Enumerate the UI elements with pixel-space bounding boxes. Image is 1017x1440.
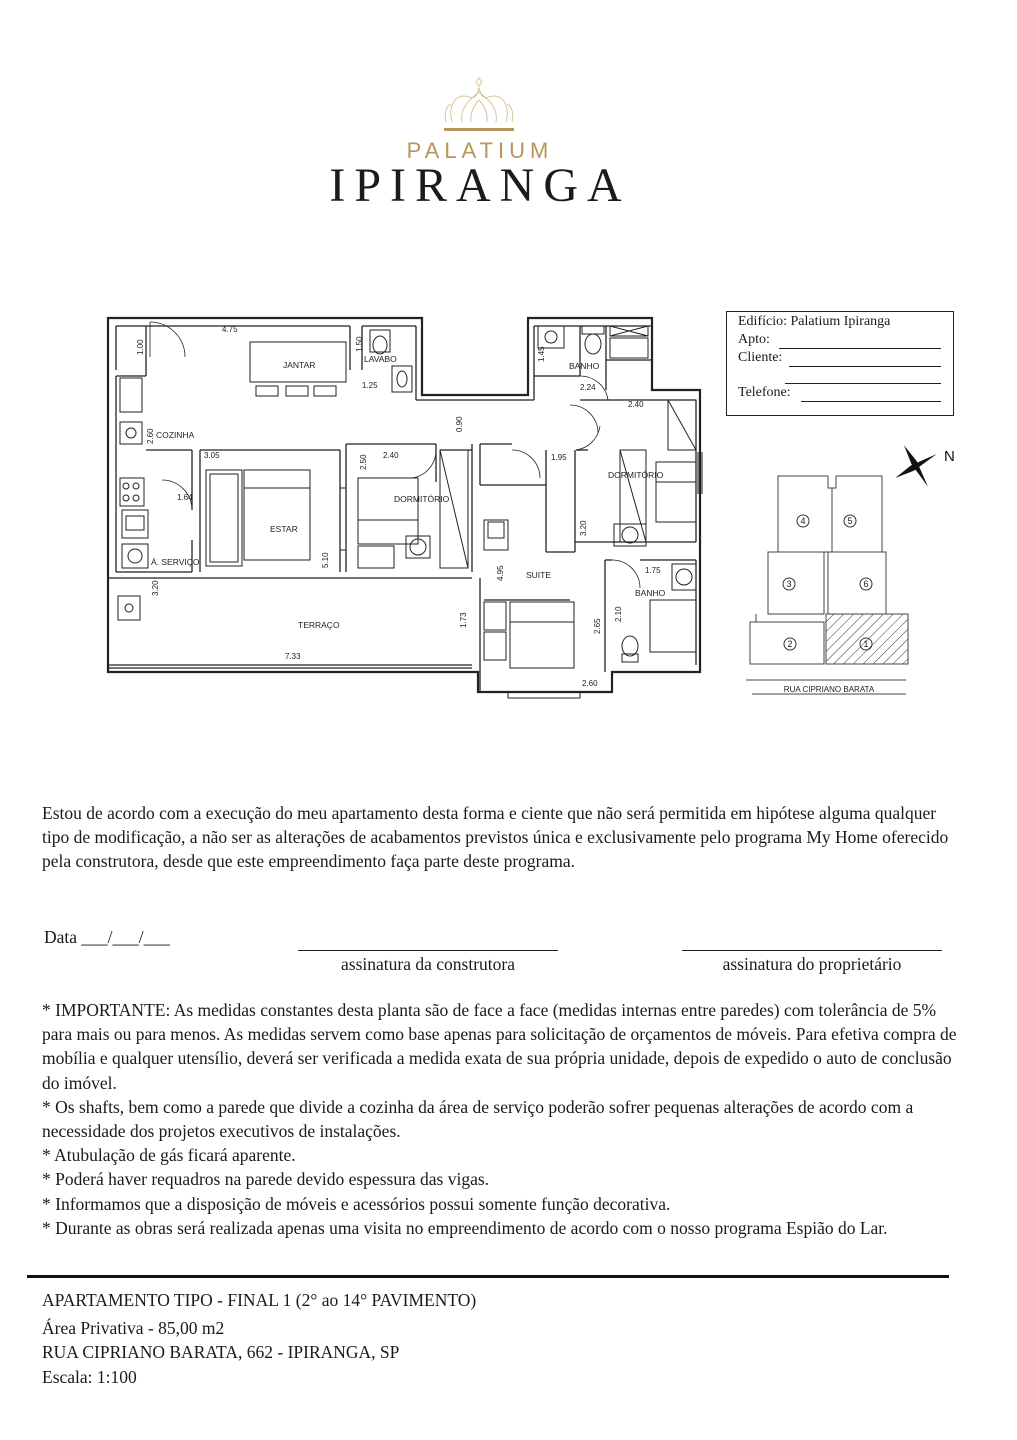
dimension-label: 0.90 bbox=[455, 416, 464, 432]
note-gas: * Atubulação de gás ficará aparente. bbox=[42, 1145, 296, 1166]
notes-list bbox=[42, 998, 962, 1240]
room-label-dormitorio-2: DORMITÓRIO bbox=[608, 470, 664, 480]
cliente-field[interactable] bbox=[789, 366, 941, 367]
room-label-servico: Á. SERVIÇO bbox=[151, 557, 200, 567]
street-label: RUA CIPRIANO BARATA bbox=[783, 685, 875, 694]
dimension-label: 2.60 bbox=[146, 428, 155, 444]
room-label-banho-top: BANHO bbox=[569, 361, 600, 371]
construtora-signature-label: assinatura da construtora bbox=[341, 954, 515, 974]
telefone-label: Telefone: bbox=[738, 385, 791, 400]
note-moveis: * Informamos que a disposição de móveis e acessórios possui somente função decorativa. bbox=[42, 1193, 671, 1214]
client-info-box bbox=[726, 311, 954, 416]
unit-5-label: 5 bbox=[847, 516, 853, 526]
agreement-text: Estou de acordo com a execução do meu apartamento desta forma e ciente que não será permitida em hipótese alguma qualquer tipo de modificação, a não ser as alterações de acabamentos previstos única e exclusivamente pelo programa My Home oferecido pela construtora, desde que este empreendimento faça parte deste programa. bbox=[42, 803, 949, 872]
date-field[interactable]: Data ___/___/___ bbox=[44, 927, 170, 947]
footer-divider bbox=[27, 1275, 949, 1278]
dimension-label: 3.20 bbox=[579, 520, 588, 536]
footer-area: Área Privativa - 85,00 m2 bbox=[42, 1318, 225, 1338]
dimension-label: 3.20 bbox=[151, 580, 160, 596]
note-visita: * Durante as obras será realizada apenas uma visita no empreendimento de acordo com o nosso programa Espião do Lar. bbox=[42, 1217, 888, 1238]
dimension-label: 4.75 bbox=[222, 325, 238, 334]
site-plan bbox=[742, 468, 912, 700]
dimension-label: 2.10 bbox=[614, 606, 623, 622]
unit-4-label: 4 bbox=[800, 516, 806, 526]
edificio-label: Edifício: Palatium Ipiranga bbox=[738, 314, 891, 329]
footer-address: RUA CIPRIANO BARATA, 662 - IPIRANGA, SP bbox=[42, 1342, 400, 1362]
room-label-banho-suite: BANHO bbox=[635, 588, 666, 598]
apto-field[interactable] bbox=[779, 348, 941, 349]
dimension-label: 1.45 bbox=[537, 346, 546, 362]
dimension-label: 2.40 bbox=[628, 400, 644, 409]
room-label-suite: SUITE bbox=[526, 570, 552, 580]
dimension-label: 1.75 bbox=[645, 566, 661, 575]
note-important: * IMPORTANTE: As medidas constantes desta planta são de face a face (medidas internas entre paredes) com tolerância de 5% para mais ou para menos. As medidas servem como base apenas para solicitação de orçamentos de móveis. Para efetiva compra de mobília e qualquer utensílio, deverá ser verificada a medida exata de sua própria unidade, depois de expedido o auto de conclusão do imóvel. bbox=[42, 1000, 957, 1093]
floor-plan bbox=[100, 310, 710, 705]
dimension-label: 5.10 bbox=[321, 552, 330, 568]
logo-subtitle: PALATIUM bbox=[406, 138, 554, 163]
room-label-cozinha: COZINHA bbox=[156, 430, 195, 440]
dimension-label: 2.65 bbox=[593, 618, 602, 634]
dimension-label: 1.95 bbox=[551, 453, 567, 462]
dimension-label: 1.73 bbox=[459, 612, 468, 628]
dimension-label: 1.64 bbox=[177, 493, 193, 502]
cliente-label: Cliente: bbox=[738, 350, 783, 365]
dimension-label: 2.24 bbox=[580, 383, 596, 392]
crown-logo-icon bbox=[438, 76, 520, 136]
room-label-terraco: TERRAÇO bbox=[298, 620, 340, 630]
room-label-jantar: JANTAR bbox=[283, 360, 316, 370]
proprietario-signature-label: assinatura do proprietário bbox=[722, 954, 902, 974]
unit-2-label: 2 bbox=[787, 639, 793, 649]
construtora-signature-line[interactable] bbox=[298, 950, 558, 951]
dimension-label: 2.40 bbox=[383, 451, 399, 460]
dimension-label: 1.50 bbox=[355, 336, 364, 352]
unit-3-label: 3 bbox=[786, 579, 792, 589]
room-label-estar: ESTAR bbox=[270, 524, 298, 534]
note-requadros: * Poderá haver requadros na parede devido espessura das vigas. bbox=[42, 1169, 490, 1190]
dimension-label: 7.33 bbox=[285, 652, 301, 661]
proprietario-signature-line[interactable] bbox=[682, 950, 942, 951]
logo-title: IPIRANGA bbox=[329, 159, 631, 212]
dimension-label: 3.05 bbox=[204, 451, 220, 460]
dimension-label: 2.50 bbox=[359, 454, 368, 470]
dimension-label: 1.00 bbox=[136, 339, 145, 355]
footer-unit-type: APARTAMENTO TIPO - FINAL 1 (2° ao 14° PAVIMENTO) bbox=[42, 1290, 477, 1310]
dimension-label: 4.95 bbox=[496, 565, 505, 581]
apto-label: Apto: bbox=[738, 332, 770, 347]
dimension-label: 2.60 bbox=[582, 679, 598, 688]
unit-6-label: 6 bbox=[863, 579, 869, 589]
north-label: N bbox=[944, 448, 955, 465]
note-shafts: * Os shafts, bem como a parede que divide a cozinha da área de serviço poderão sofrer pequenas alterações de acordo com a necessidade dos projetos executivos de instalações. bbox=[42, 1096, 914, 1142]
unit-1-label: 1 bbox=[863, 639, 869, 649]
footer-scale: Escala: 1:100 bbox=[42, 1367, 137, 1387]
telefone-field[interactable] bbox=[801, 401, 941, 402]
cliente-field-extra[interactable] bbox=[785, 383, 941, 384]
room-label-dormitorio-1: DORMITÓRIO bbox=[394, 494, 450, 504]
dimension-label: 1.25 bbox=[362, 381, 378, 390]
room-label-lavabo: LAVABO bbox=[364, 354, 397, 364]
